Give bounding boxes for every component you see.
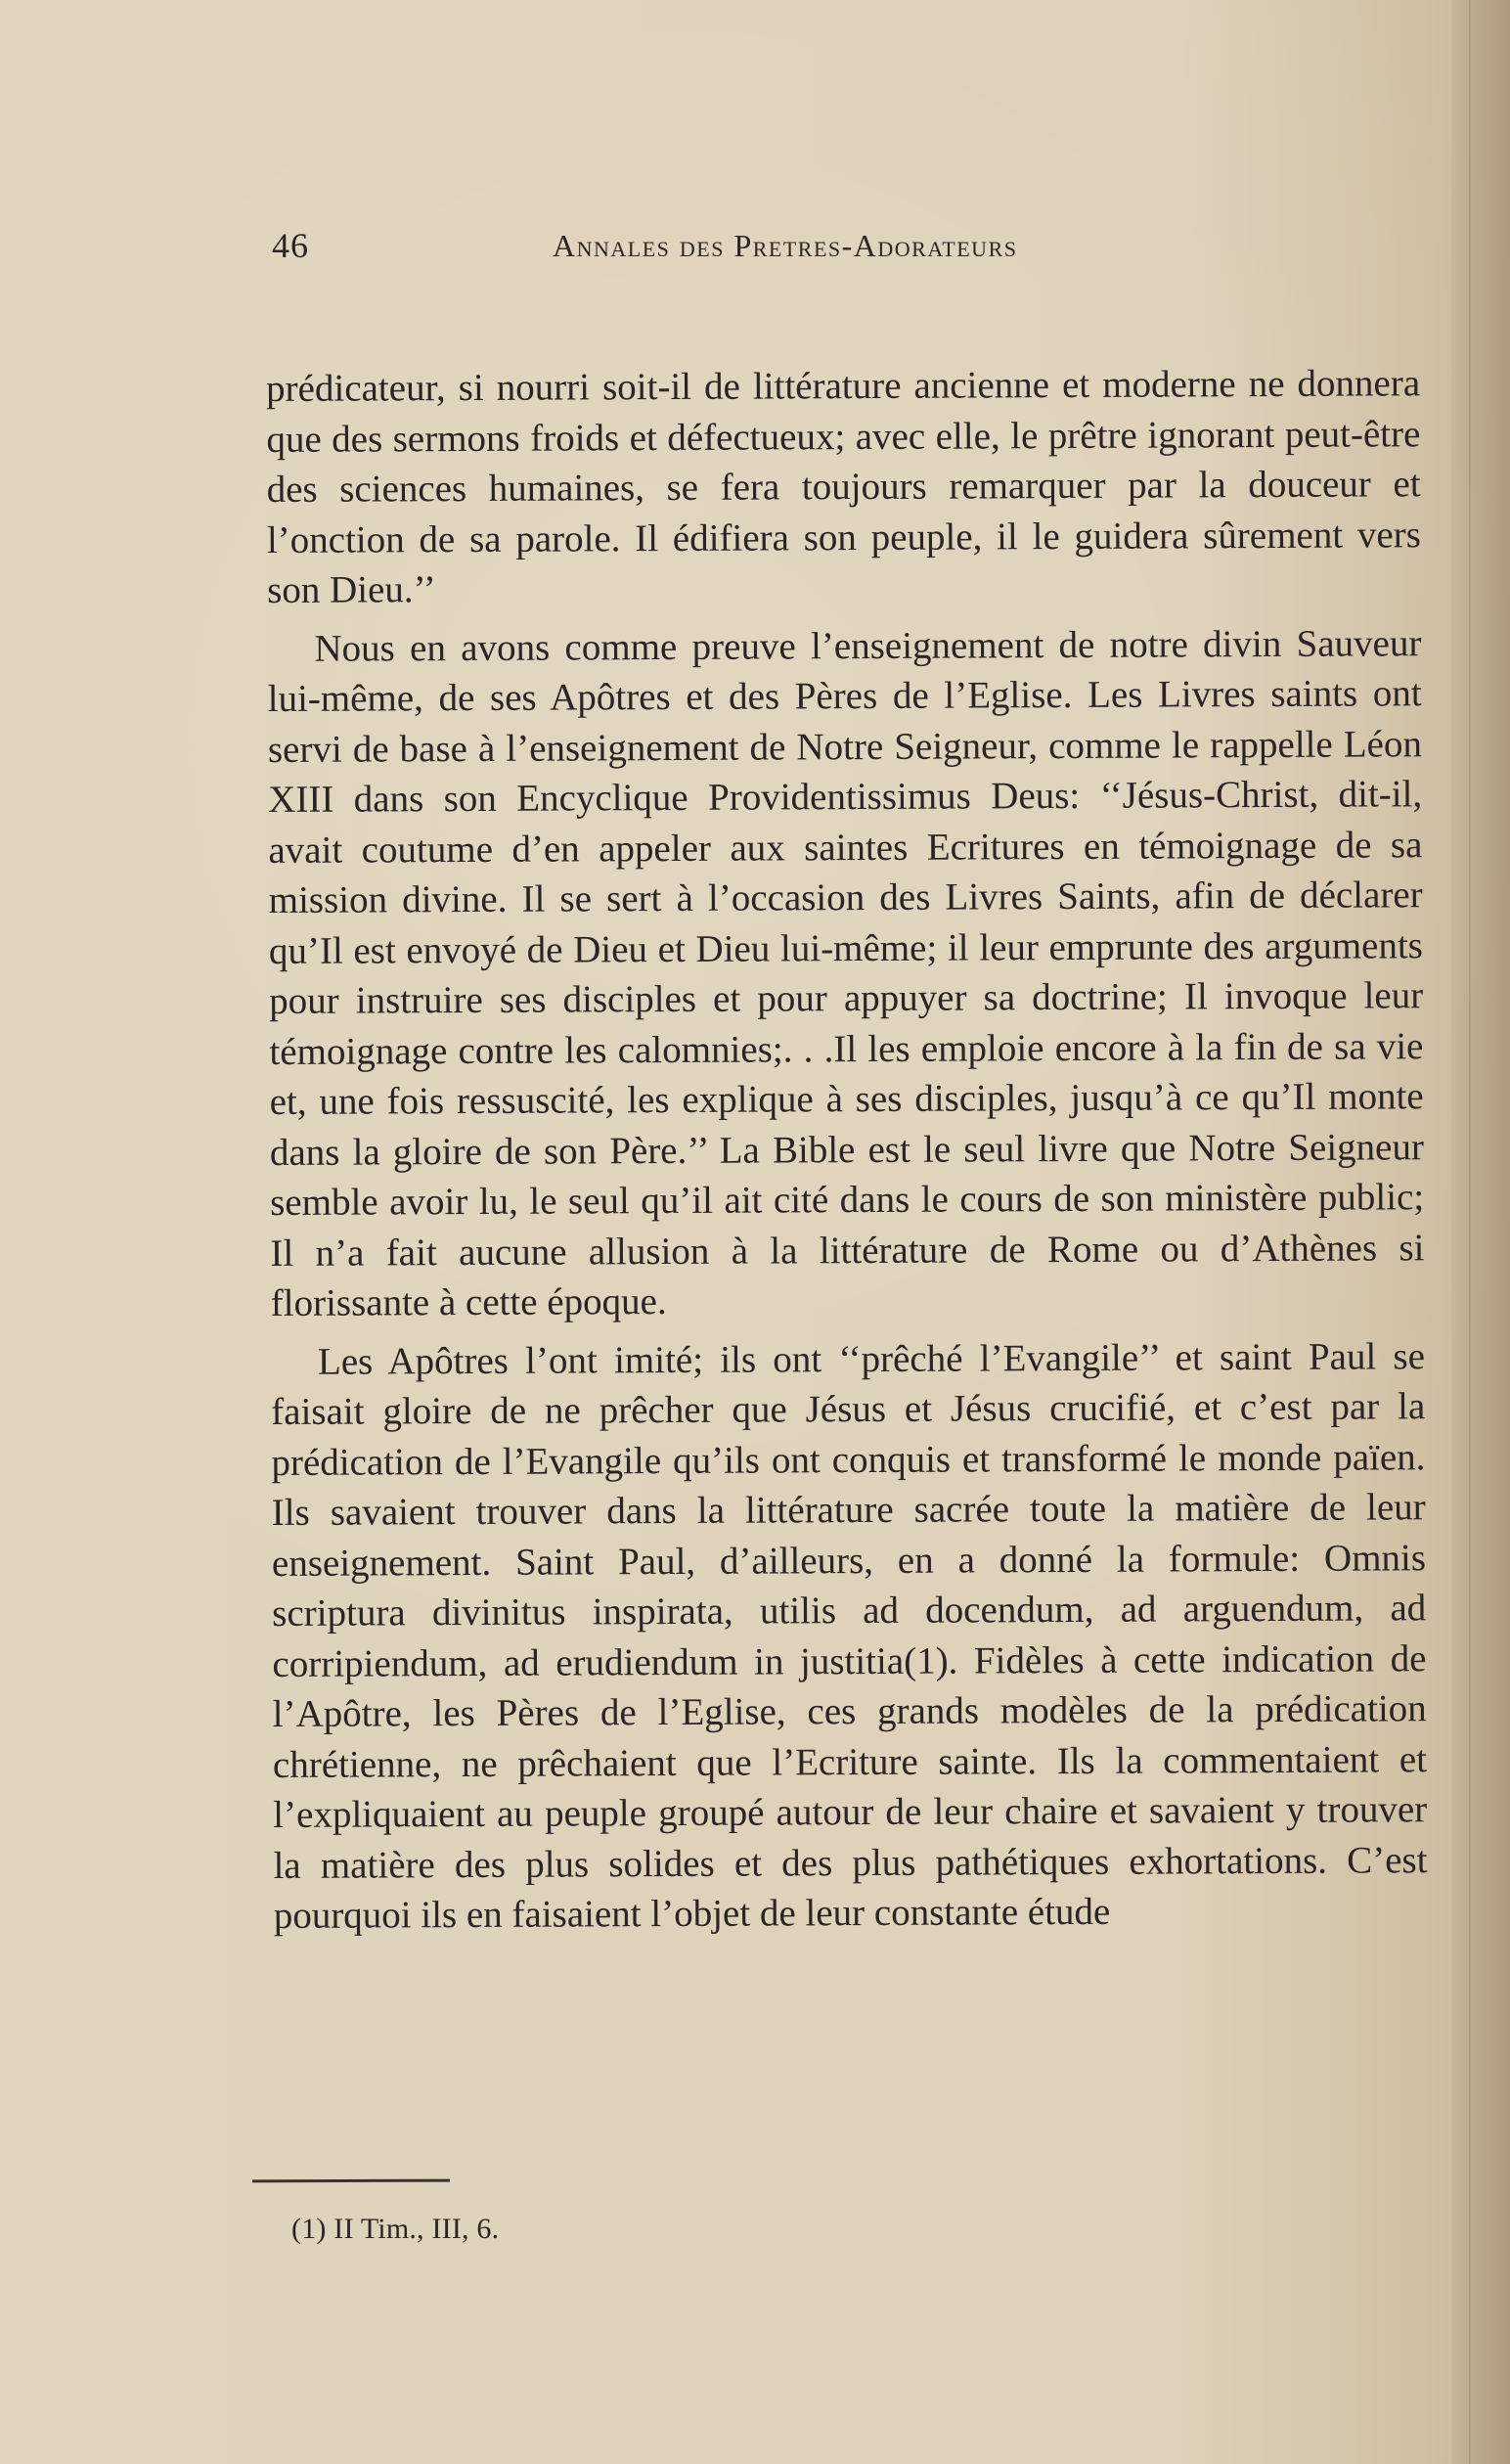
paragraph-3: Les Apôtres l’ont imité; ils ont ‘‘prêché l’Evangile’’ et saint Paul se faisait gloire de ne prêcher que Jésus et Jésus crucifié, et c’est par la prédication de l’Evangile qu’ils ont conquis et transformé le monde païen. Ils savaient trouver dans la littérature sacrée toute la matière de leur enseignement. Saint Paul, d’ailleurs, en a donné la formule: Omnis scriptura divinitus inspirata, utilis ad docendum, ad arguendum, ad corripiendum, ad erudiendum in justitia(1). Fidèles à cette indication de l’Apôtre, les Pères de l’Eglise, ces grands modèles de la prédication chrétienne, ne prêchaient que l’Ecriture sainte. Ils la commentaient et l’expliquaient au peuple groupé autour de leur chaire et savaient y trouver la matière des plus solides et des plus pathétiques exhortations. C’est pourquoi ils en faisaient l’objet de leur constante étude	[271, 1334, 1428, 1937]
paragraph-2: Nous en avons comme preuve l’enseignement de notre divin Sauveur lui-même, de ses Apôtres et des Pères de l’Eglise. Les Livres saints ont servi de base à l’enseignement de Notre Seigneur, comme le rappelle Léon XIII dans son Encyclique Providentissimus Deus: ‘‘Jésus-Christ, dit-il, avait coutume d’en appeler aux saintes Ecritures en témoignage de sa mission divine. Il se sert à l’occasion des Livres Saints, afin de déclarer qu’Il est envoyé de Dieu et Dieu lui-même; il leur emprunte des arguments pour instruire ses disciples et pour appuyer sa doctrine; Il invoque leur témoignage contre les calomnies;. . .Il les emploie encore à la fin de sa vie et, une fois ressuscité, les explique à ses disciples, jusqu’à ce qu’Il monte dans la gloire de son Père.’’ La Bible est le seul livre que Notre Seigneur semble avoir lu, le seul qu’il ait cité dans le cours de son ministère public; Il n’a fait aucune allusion à la littérature de Rome ou d’Athènes si florissante à cette époque.	[267, 621, 1425, 1324]
running-head: Annales des Pretres-Adorateurs	[553, 228, 1018, 263]
footnote-separator	[252, 2179, 450, 2183]
paragraph-1: prédicateur, si nourri soit-il de littérature ancienne et moderne ne donnera que des sermons froids et défectueux; avec elle, le prêtre ignorant peut-être des sciences humaines, se fera toujours remarquer par la douceur et l’onction de sa parole. Il édifiera son peuple, il le guidera sûrement vers son Dieu.’’	[266, 362, 1421, 611]
footnote-text: (1) II Tim., III, 6.	[291, 2213, 500, 2245]
body-text	[266, 358, 1428, 1949]
page-header	[272, 225, 1416, 276]
page-edge-shadow	[1451, 0, 1510, 2464]
page-number: 46	[272, 226, 309, 265]
